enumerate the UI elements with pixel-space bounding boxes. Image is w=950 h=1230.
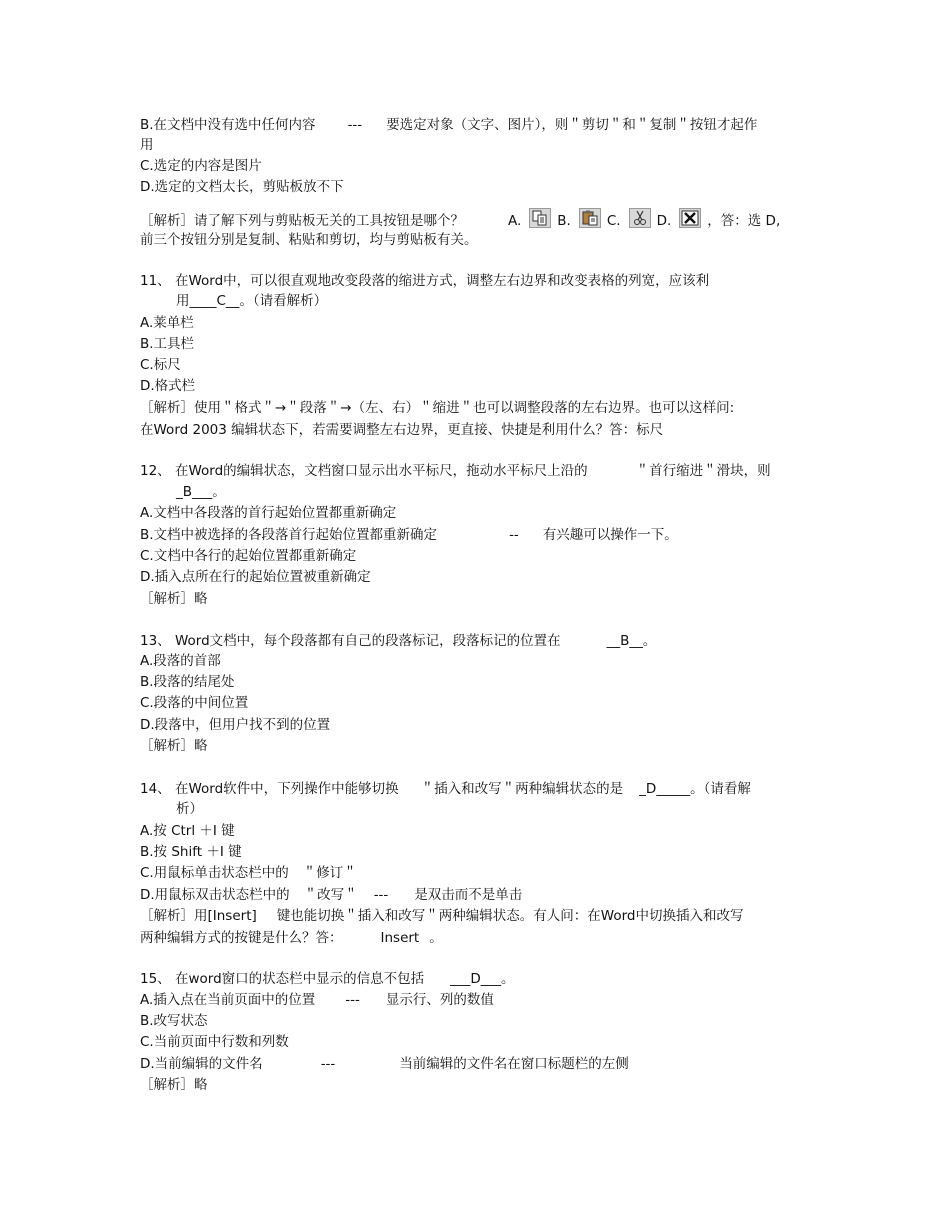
q14-option-d bbox=[140, 886, 522, 904]
q14-option-c bbox=[140, 864, 357, 882]
analysis-text: ［解析］用[Insert] bbox=[140, 908, 257, 924]
analysis-text: ［解析］请了解下列与剪贴板无关的工具按钮是哪个？ bbox=[140, 213, 464, 229]
option-c-label: C. bbox=[606, 213, 621, 229]
clipboard-analysis-cont: 前三个按钮分别是复制、粘贴和剪切，均与剪贴板有关。 bbox=[140, 232, 478, 248]
q11-analysis-cont: 在Word 2003 编辑状态下，若需要调整左右边界，更直接、快捷是利用什么？答：标尺 bbox=[140, 422, 664, 438]
q12-option-b bbox=[140, 526, 678, 544]
title-text-b: ＂首行缩进＂滑块，则 bbox=[635, 463, 771, 479]
analysis-text: 两种编辑方式的按键是什么？答： bbox=[140, 930, 343, 946]
title-text-b: ___D___。 bbox=[450, 971, 515, 987]
question-14-title-cont: 析） bbox=[176, 801, 203, 817]
q14-option-b: B.按 Shift ＋I 键 bbox=[140, 844, 242, 860]
question-13-title bbox=[140, 632, 656, 650]
analysis-text-b: 键也能切换＂插入和改写＂两种编辑状态。有人问：在Word中切换插入和改写 bbox=[276, 908, 744, 924]
option-d-label: D. bbox=[656, 213, 672, 229]
note: 有兴趣可以操作一下。 bbox=[542, 527, 678, 543]
q15-option-a bbox=[140, 991, 494, 1009]
analysis-end: 。 bbox=[429, 930, 443, 946]
q13-option-a: A.段落的首部 bbox=[140, 653, 221, 669]
option-text: B.文档中被选择的各段落首行起始位置都重新确定 bbox=[140, 527, 438, 543]
option-c: C.选定的内容是图片 bbox=[140, 158, 262, 174]
q12-analysis: ［解析］略 bbox=[140, 591, 208, 607]
note: 显示行、列的数值 bbox=[385, 992, 494, 1008]
title-text: 15、 在word窗口的状态栏中显示的信息不包括 bbox=[140, 971, 425, 987]
title-text-b: __B__。 bbox=[606, 633, 657, 649]
paste-icon bbox=[579, 208, 601, 228]
option-a-label: A. bbox=[508, 213, 522, 229]
answer: ，答：选 D, bbox=[707, 213, 781, 229]
q13-analysis: ［解析］略 bbox=[140, 738, 208, 754]
option-b bbox=[140, 116, 757, 134]
q11-option-d: D.格式栏 bbox=[140, 378, 196, 394]
dash: --- bbox=[373, 887, 389, 903]
note: 是双击而不是单击 bbox=[414, 887, 523, 903]
cut-icon bbox=[629, 208, 651, 228]
dash: --- bbox=[345, 992, 360, 1008]
question-11-title-cont: 用____C__。（请看解析） bbox=[176, 293, 328, 309]
q15-analysis: ［解析］略 bbox=[140, 1077, 208, 1093]
option-text: B.在文档中没有选中任何内容 bbox=[140, 117, 316, 133]
q11-option-b: B.工具栏 bbox=[140, 336, 195, 352]
analysis-key: Insert bbox=[380, 930, 420, 946]
q11-option-c: C.标尺 bbox=[140, 357, 181, 373]
question-11-title: 11、 在Word中，可以很直观地改变段落的缩进方式，调整左右边界和改变表格的列宽，应该利 bbox=[140, 273, 710, 289]
q13-option-b: B.段落的结尾处 bbox=[140, 674, 235, 690]
clipboard-analysis bbox=[140, 208, 780, 230]
q15-option-b: B.改写状态 bbox=[140, 1013, 208, 1029]
option-d: D.选定的文档太长，剪贴板放不下 bbox=[140, 179, 344, 195]
q11-analysis: ［解析］使用＂格式＂→＂段落＂→（左、右）＂缩进＂也可以调整段落的左右边界。也可以这样问: bbox=[140, 400, 735, 416]
q15-option-c: C.当前页面中行数和列数 bbox=[140, 1034, 289, 1050]
delete-icon bbox=[679, 208, 701, 228]
dash: --- bbox=[320, 1056, 336, 1072]
question-12-title bbox=[140, 462, 771, 480]
question-12-title-cont: _B___。 bbox=[176, 484, 226, 500]
q14-option-a: A.按 Ctrl ＋I 键 bbox=[140, 823, 235, 839]
option-text-b: ＂改写＂ bbox=[303, 887, 358, 903]
dash: -- bbox=[509, 527, 519, 543]
option-text: C.用鼠标单击状态栏中的 bbox=[140, 865, 289, 881]
question-14-title bbox=[140, 780, 751, 798]
question-15-title bbox=[140, 970, 515, 988]
note: 要选定对象（文字、图片），则＂剪切＂和＂复制＂按钮才起作 bbox=[386, 117, 758, 133]
option-text-b: ＂修订＂ bbox=[302, 865, 357, 881]
q13-option-d: D.段落中，但用户找不到的位置 bbox=[140, 717, 331, 733]
title-text: 14、 在Word软件中，下列操作中能够切换 bbox=[140, 781, 399, 797]
option-text: A.插入点在当前页面中的位置 bbox=[140, 992, 316, 1008]
title-text-c: _D_____。（请看解 bbox=[639, 781, 751, 797]
copy-icon bbox=[529, 208, 551, 228]
option-b-cont: 用 bbox=[140, 137, 154, 153]
q12-option-d: D.插入点所在行的起始位置被重新确定 bbox=[140, 569, 371, 585]
q11-option-a: A.莱单栏 bbox=[140, 315, 194, 331]
title-text: 12、 在Word的编辑状态，文档窗口显示出水平标尺，拖动水平标尺上沿的 bbox=[140, 463, 588, 479]
note: 当前编辑的文件名在窗口标题栏的左侧 bbox=[399, 1056, 629, 1072]
q13-option-c: C.段落的中间位置 bbox=[140, 695, 249, 711]
q12-option-a: A.文档中各段落的首行起始位置都重新确定 bbox=[140, 505, 397, 521]
q15-option-d bbox=[140, 1055, 629, 1073]
q14-analysis bbox=[140, 907, 743, 925]
q14-analysis-cont bbox=[140, 929, 443, 947]
title-text-b: ＂插入和改写＂两种编辑状态的是 bbox=[420, 781, 624, 797]
option-text: D.当前编辑的文件名 bbox=[140, 1056, 263, 1072]
option-b-label: B. bbox=[557, 213, 571, 229]
option-text: D.用鼠标双击状态栏中的 bbox=[140, 887, 290, 903]
dash: --- bbox=[347, 117, 363, 133]
title-text: 13、 Word文档中，每个段落都有自己的段落标记，段落标记的位置在 bbox=[140, 633, 561, 649]
q12-option-c: C.文档中各行的起始位置都重新确定 bbox=[140, 548, 357, 564]
